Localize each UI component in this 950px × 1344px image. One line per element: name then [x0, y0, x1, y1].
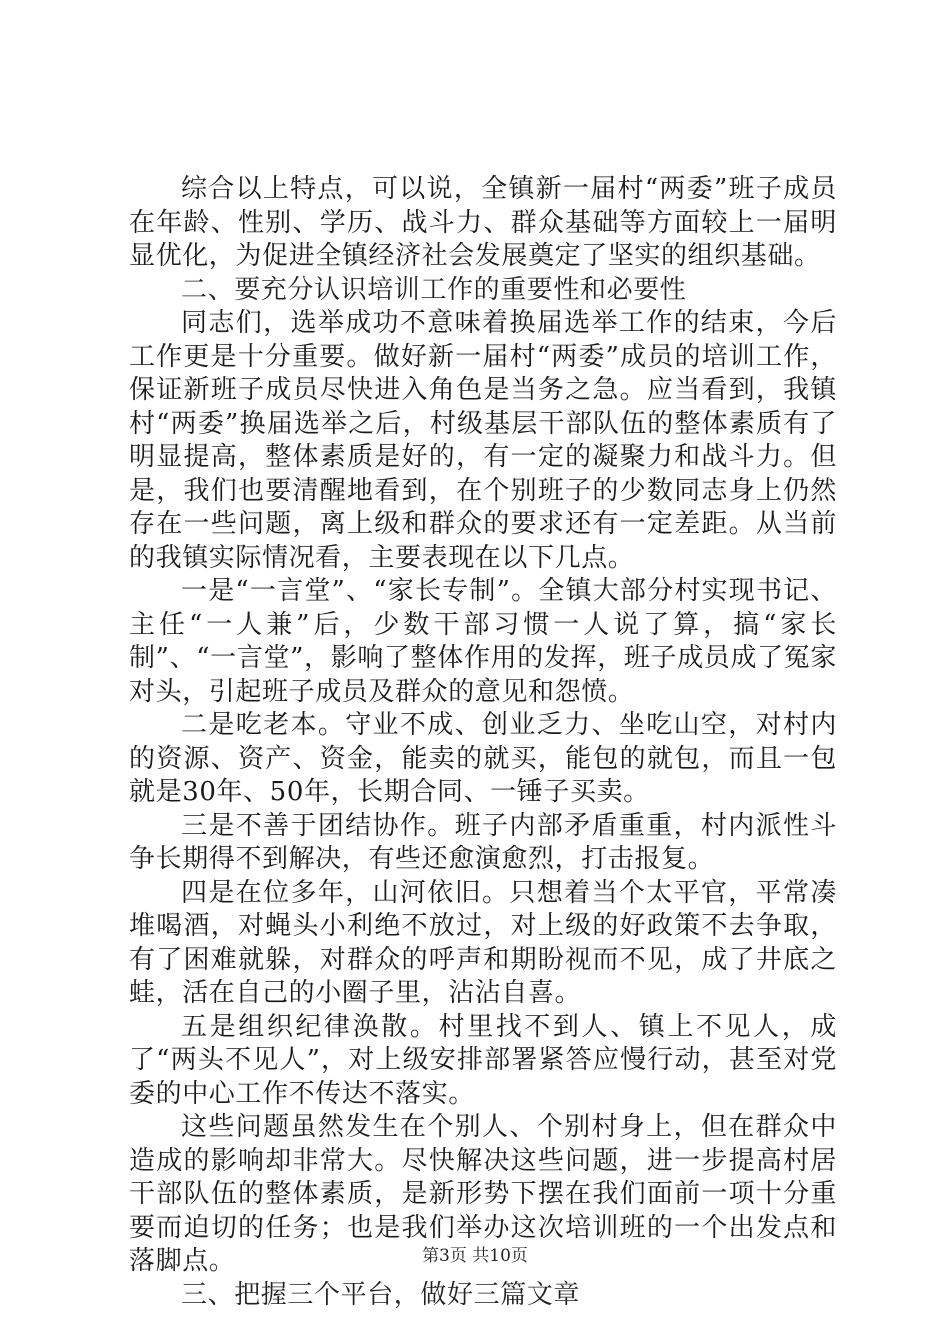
paragraph-conclusion: 这些问题虽然发生在个别人、个别村身上，但在群众中造成的影响却非常大。尽快解决这些问题，进一步提高村居干部队伍的整体素质，是新形势下摆在我们面前一项十分重要而迫切的任务；也是我们举办这次培训班的一个出发点和落脚点。	[129, 1112, 837, 1276]
paragraph-point-five: 五是组织纪律涣散。村里找不到人、镇上不见人，成了“两头不见人”，对上级安排部署紧答应慢行动，甚至对党委的中心工作不传达不落实。	[129, 1011, 837, 1109]
paragraph-point-one: 一是“一言堂”、“家长专制”。全镇大部分村实现书记、主任“一人兼”后，少数干部习惯一人说了算，搞“家长制”、“一言堂”，影响了整体作用的发挥，班子成员成了冤家对头，引起班子成员及群众的意见和怨愤。	[129, 576, 837, 707]
paragraph-point-three: 三是不善于团结协作。班子内部矛盾重重，村内派性斗争长期得不到解决，有些还愈演愈烈，打击报复。	[129, 810, 837, 874]
document-body	[129, 173, 837, 1312]
paragraph-summary: 综合以上特点，可以说，全镇新一届村“两委”班子成员在年龄、性别、学历、战斗力、群众基础等方面较上一届明显优化，为促进全镇经济社会发展奠定了坚实的组织基础。	[129, 174, 837, 271]
paragraph-point-two: 二是吃老本。守业不成、创业乏力、坐吃山空，对村内的资源、资产、资金，能卖的就买，能包的就包，而且一包就是30年、50年，长期合同、一锤子买卖。	[129, 710, 837, 807]
section-heading-two: 二、要充分认识培训工作的重要性和必要性	[181, 274, 687, 305]
paragraph-point-four: 四是在位多年，山河依旧。只想着当个太平官，平常凑堆喝酒，对蝇头小利绝不放过，对上级的好政策不去争取，有了困难就躲，对群众的呼声和期盼视而不见，成了井底之蛙，活在自己的小圈子里，沾沾自喜。	[129, 877, 837, 1008]
paragraph-comrades: 同志们，选举成功不意味着换届选举工作的结束，今后工作更是十分重要。做好新一届村“两委”成员的培训工作，保证新班子成员尽快进入角色是当务之急。应当看到，我镇村“两委”换届选举之后，村级基层干部队伍的整体素质有了明显提高，整体素质是好的，有一定的凝聚力和战斗力。但是，我们也要清醒地看到，在个别班子的少数同志身上仍然存在一些问题，离上级和群众的要求还有一定差距。从当前的我镇实际情况看，主要表现在以下几点。	[129, 308, 837, 573]
section-heading-three: 三、把握三个平台，做好三篇文章	[181, 1279, 581, 1310]
page-number-footer: 第3页 共10页	[422, 1246, 528, 1266]
